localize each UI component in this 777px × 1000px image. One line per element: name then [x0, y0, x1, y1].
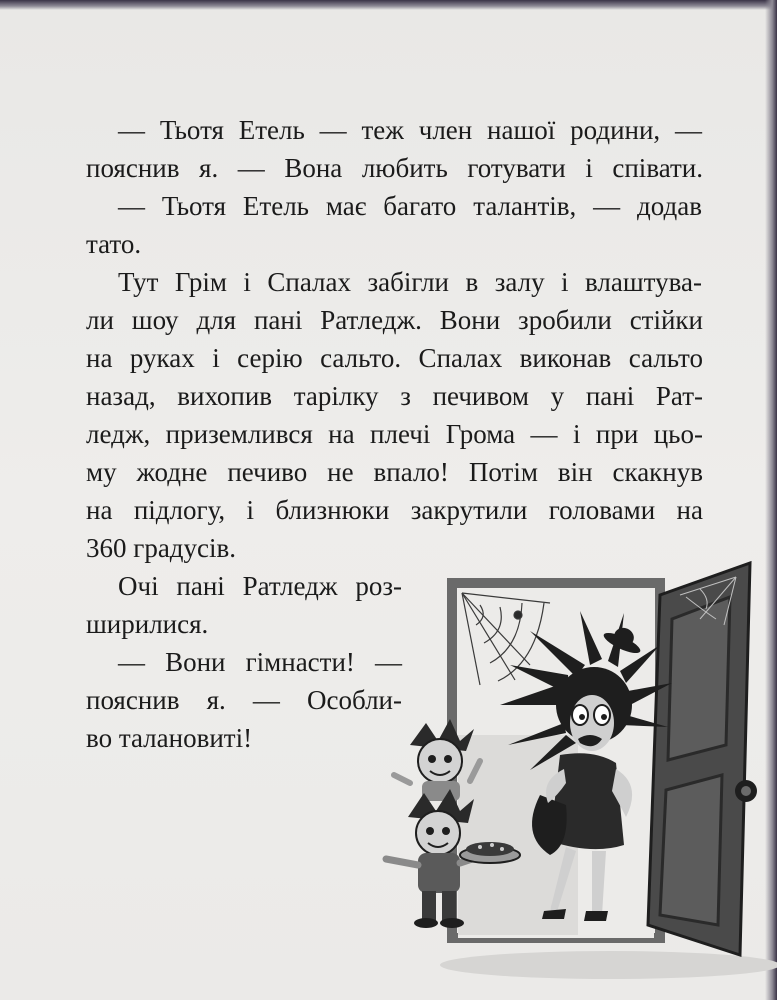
text-line: пояснив я. — Вона любить готувати і співати. — [86, 153, 703, 183]
text-line: Тут Грім і Спалах забігли в залу і влаштува- — [118, 267, 702, 297]
text-line: Очі пані Ратледж роз- — [118, 571, 402, 601]
text-line: — Тьотя Етель має багато талантів, — додав — [118, 191, 702, 221]
text-line: тато. — [86, 229, 142, 259]
text-line: ледж, приземлився на плечі Грома — і при цьо- — [86, 419, 703, 449]
door-icon — [648, 563, 757, 955]
text-line: 360 градусів. — [86, 533, 237, 563]
text-line: му жодне печиво не впало! Потім він скакнув — [86, 457, 703, 487]
text-line: назад, вихопив тарілку з печивом у пані Рат- — [86, 381, 703, 411]
text-line: пояснив я. — Особли- — [86, 685, 402, 715]
text-line: — Вони гімнасти! — — [118, 647, 402, 677]
page-top-edge — [0, 0, 777, 10]
text-line: на руках і серію сальто. Спалах виконав сальто — [86, 343, 703, 373]
text-line: на підлогу, і близнюки закрутили головами на — [86, 495, 703, 525]
illustration-aunt-ethel-doorway-twins-icon — [380, 555, 777, 1000]
text-line: ли шоу для пані Ратледж. Вони зробили стійки — [86, 305, 703, 335]
text-line: — Тьотя Етель — теж член нашої родини, — — [118, 115, 702, 145]
text-line: ширилися. — [86, 609, 209, 639]
text-line: во талановиті! — [86, 723, 253, 753]
